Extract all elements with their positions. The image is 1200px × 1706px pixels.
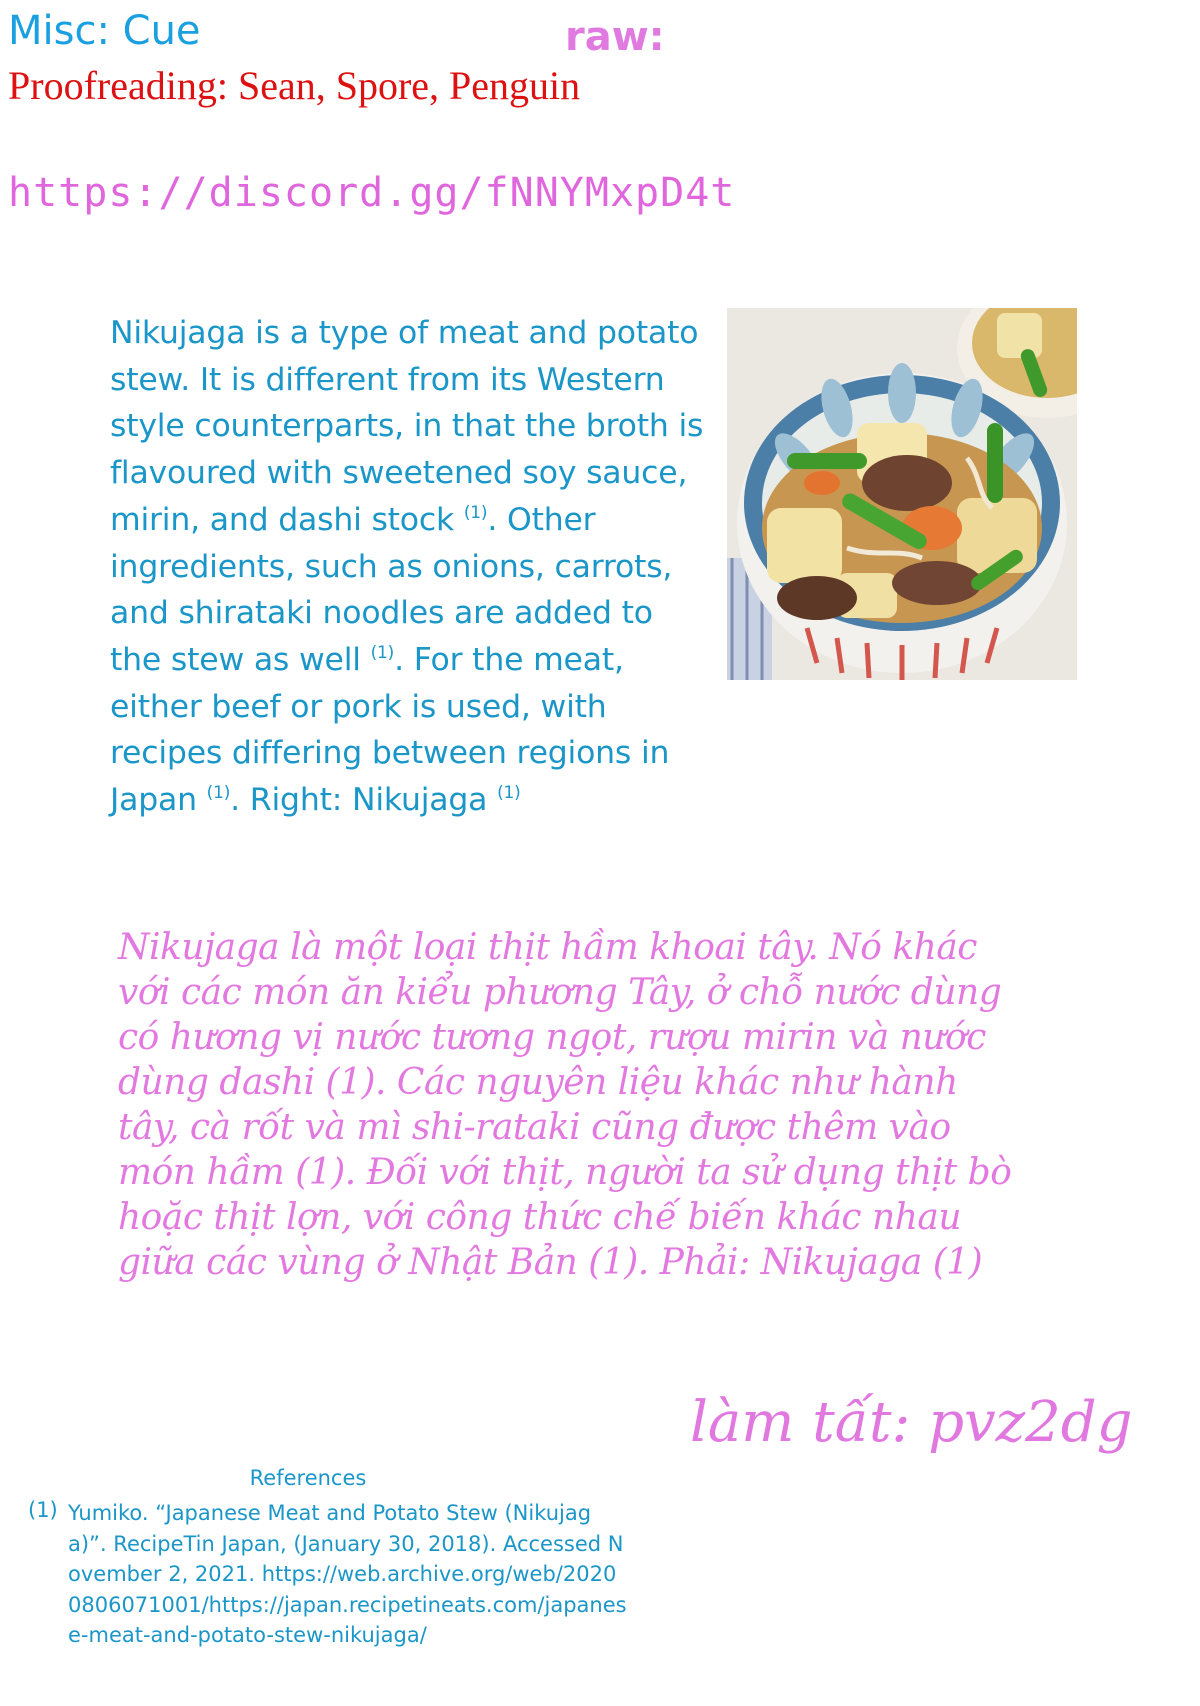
- reference-marker: (1): [497, 783, 521, 804]
- references-section: [28, 1466, 648, 1651]
- nikujaga-photo: [727, 308, 1077, 680]
- vietnamese-note: Nikujaga là một loại thịt hầm khoai tây. Nó khác với các món ăn kiểu phương Tây, ở chỗ nước dùng có hương vị nước tương ngọt, rượu mirin và nước dùng dashi (1). Các nguyên liệu khác như hành tây, cà rốt và mì shi-rataki cũng được thêm vào món hầm (1). Đối với thịt, người ta sử dụng thịt bò hoặc thịt lợn, với công thức chế biến khác nhau giữa các vùng ở Nhật Bản (1). Phải: Nikujaga (1): [118, 927, 1012, 1283]
- reference-item: [28, 1498, 648, 1651]
- references-title: References: [249, 1466, 367, 1490]
- proofreading-credit: Proofreading: Sean, Spore, Penguin: [8, 63, 581, 108]
- reference-number: (1): [28, 1498, 58, 1522]
- english-note-part: . For the meat, either beef or pork is used, with recipes differing between regions in Japan: [110, 641, 670, 819]
- nikujaga-illustration: [727, 308, 1077, 680]
- reference-marker: (1): [206, 783, 231, 804]
- english-note-part: . Right: Nikujaga: [230, 782, 498, 819]
- reference-text: Yumiko. “Japanese Meat and Potato Stew (Nikujaga)”. RecipeTin Japan, (January 30, 2018). Accessed November 2, 2021. https://web.archive.org/web/20200806071001/https://japan.recipetineats.com/japanese-meat-and-potato-stew-nikujaga/: [68, 1501, 627, 1647]
- english-note-part: . Other ingredients, such as onions, carrots, and shirataki noodles are added to the stew as well: [110, 501, 673, 678]
- reference-marker: (1): [370, 643, 395, 664]
- english-note-part: Nikujaga is a type of meat and potato stew. It is different from its Western style counterparts, in that the broth is flavoured with sweetened soy sauce, mirin, and dashi stock: [110, 315, 704, 538]
- english-note: [110, 310, 710, 824]
- typesetter-credit: làm tất: pvz2dg: [690, 1390, 1133, 1455]
- misc-credit: Misc: Cue: [8, 8, 201, 54]
- discord-link[interactable]: https://discord.gg/fNNYMxpD4t: [8, 170, 736, 216]
- raw-credit: raw:: [565, 14, 665, 60]
- reference-marker: (1): [463, 502, 488, 523]
